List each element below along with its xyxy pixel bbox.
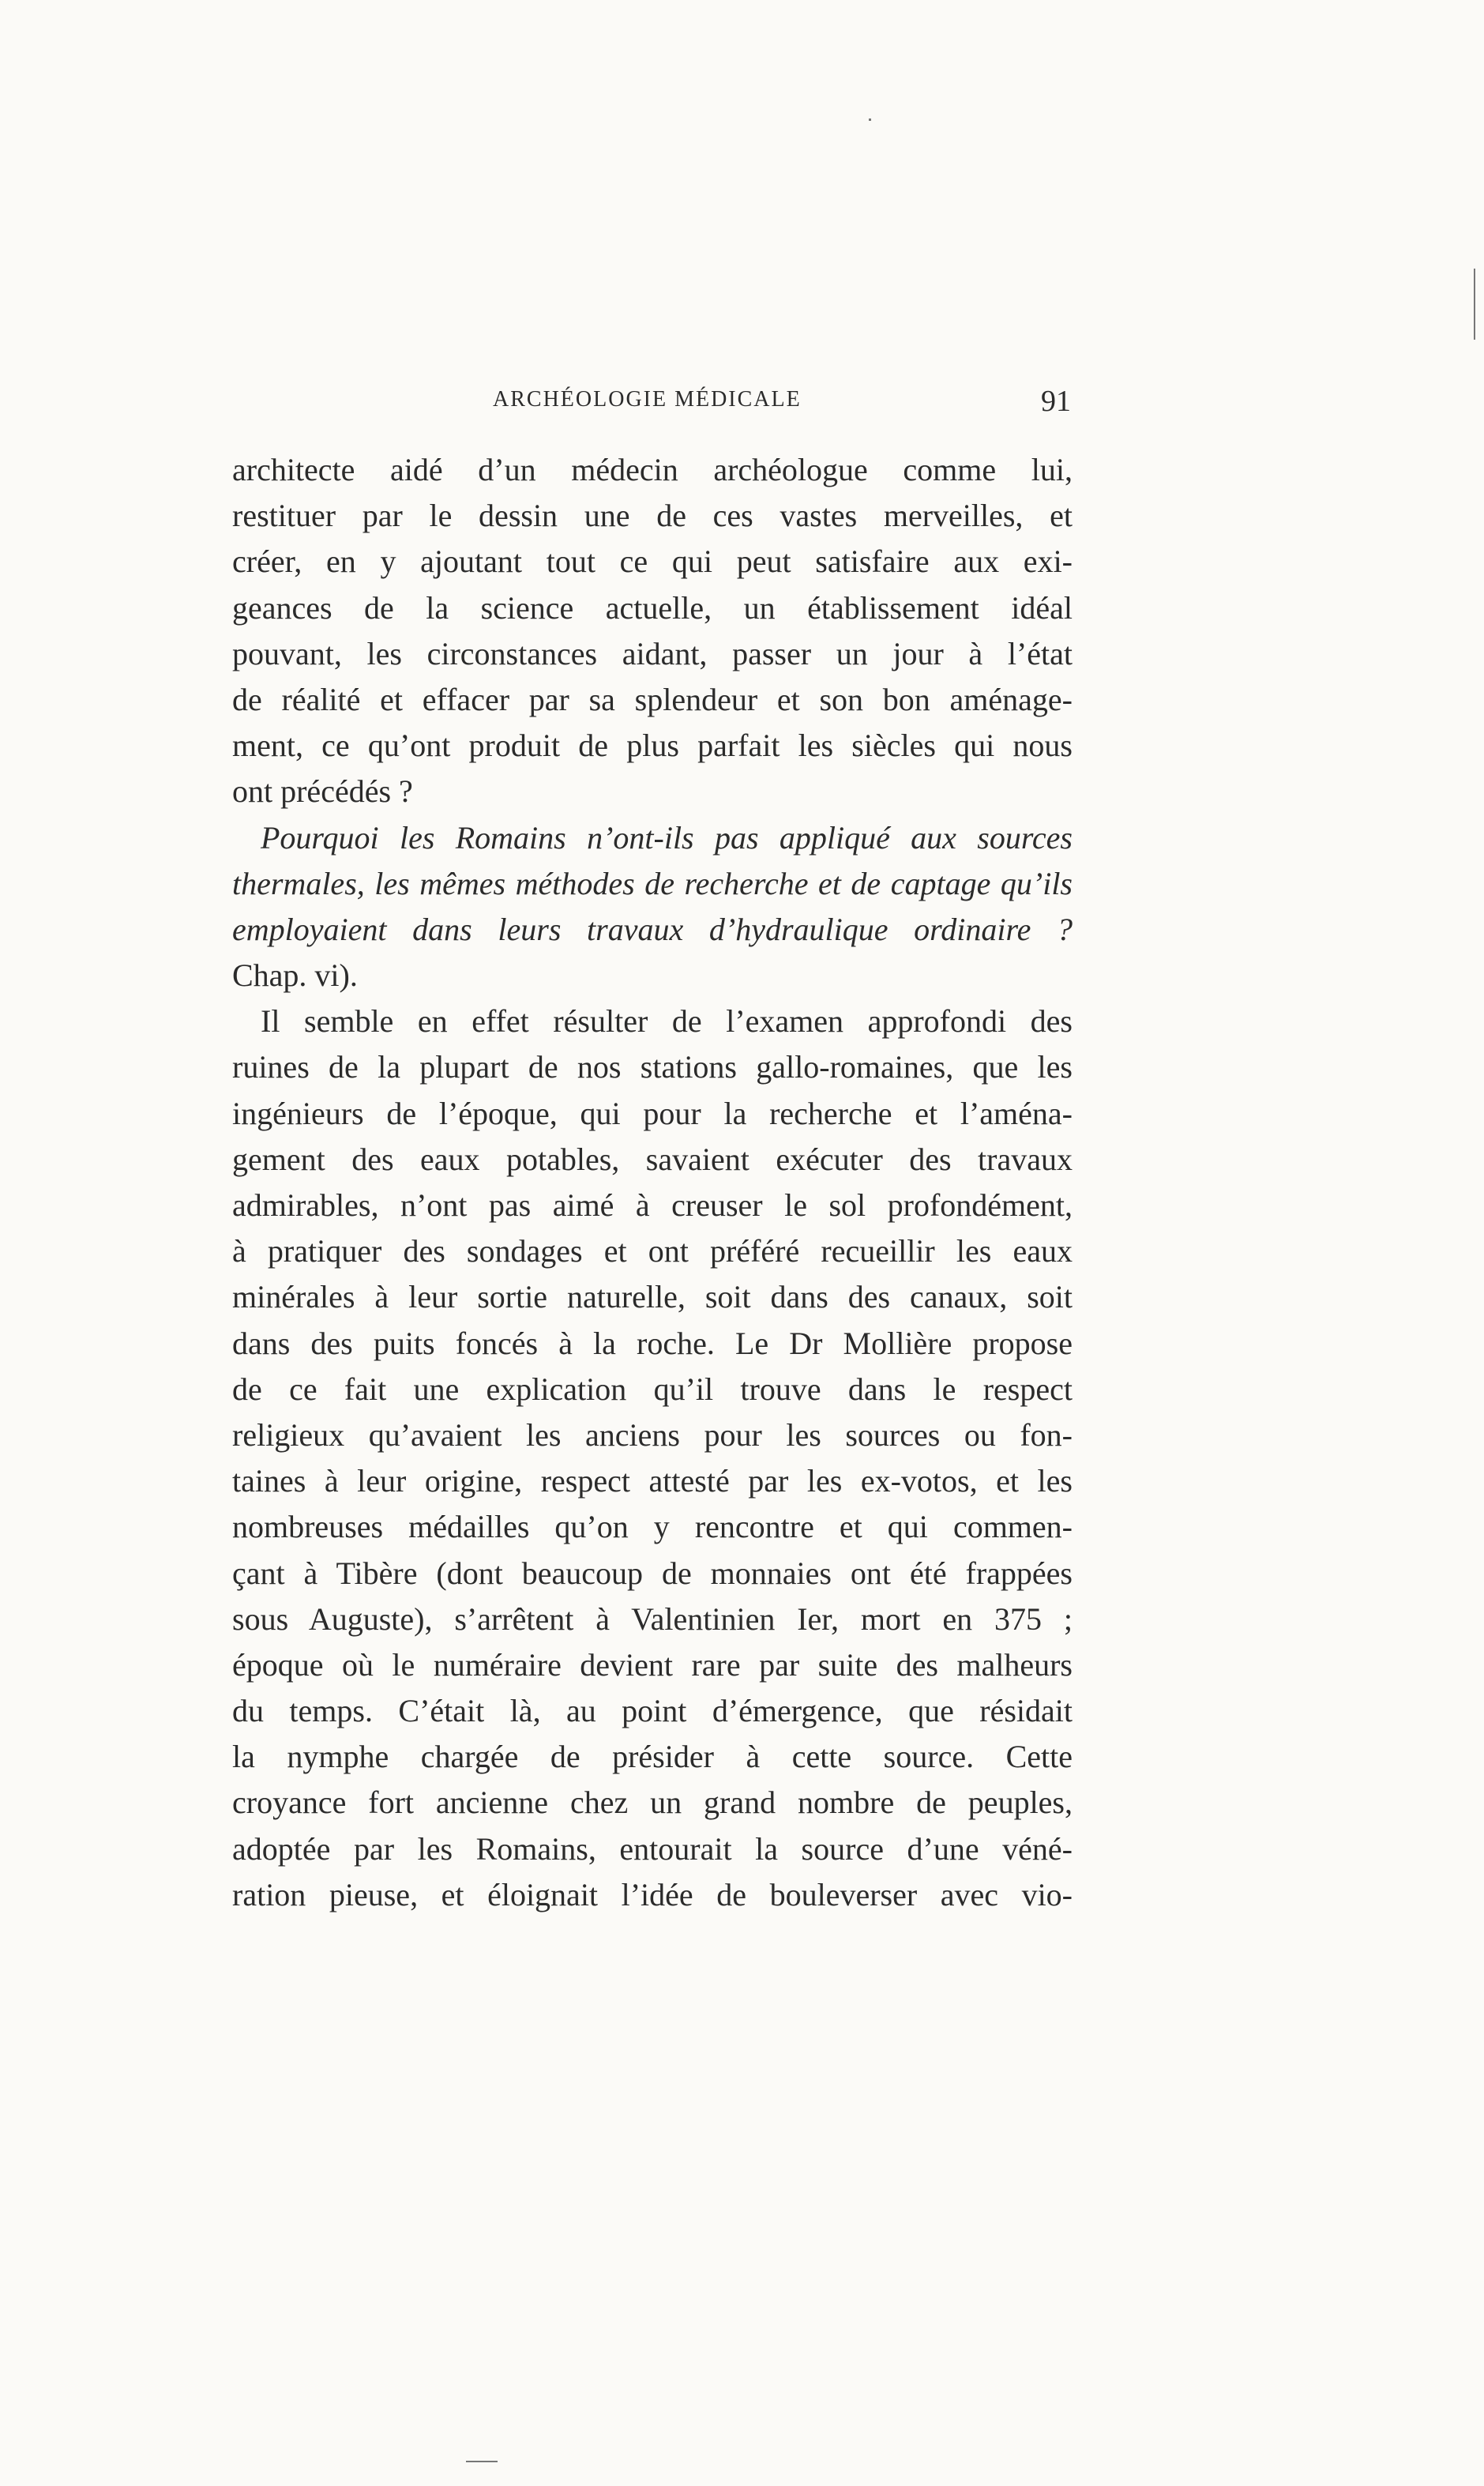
text-line: ont précédés ? [232, 773, 413, 810]
text-line: admirables, n’ont pas aimé à creuser le sol profondément, [232, 1187, 1073, 1223]
running-title: ARCHÉOLOGIE MÉDICALE [493, 387, 802, 412]
text-line: restituer par le dessin une de ces vastes merveilles, et [232, 498, 1073, 534]
body-text [232, 447, 1073, 1918]
text-line: croyance fort ancienne chez un grand nombre de peuples, [232, 1785, 1073, 1821]
text-line: nombreuses médailles qu’on y rencontre et qui commen- [232, 1509, 1073, 1545]
text-line: taines à leur origine, respect attesté par les ex-votos, et les [232, 1463, 1073, 1499]
running-head [232, 387, 1073, 427]
text-line: de ce fait une explication qu’il trouve dans le respect [232, 1371, 1073, 1407]
text-line: de réalité et effacer par sa splendeur et son bon aménage- [232, 681, 1073, 717]
text-line: époque où le numéraire devient rare par suite des malheurs [232, 1646, 1073, 1683]
chapter-summary-line: Pourquoi les Romains n’ont-ils pas appliqué aux sources [261, 819, 1073, 856]
text-line: ruines de la plupart de nos stations gallo-romaines, que les [232, 1049, 1073, 1085]
book-page [232, 387, 1073, 1918]
chapter-summary-line: employaient dans leurs travaux d’hydraulique ordinaire ? [232, 911, 1073, 947]
page-number: 91 [1041, 385, 1071, 418]
text-line: minérales à leur sortie naturelle, soit dans des canaux, soit [232, 1279, 1073, 1315]
text-line: à pratiquer des sondages et ont préféré recueillir les eaux [232, 1233, 1073, 1269]
text-line: religieux qu’avaient les anciens pour les sources ou fon- [232, 1416, 1073, 1453]
text-line: du temps. C’était là, au point d’émergence, que résidait [232, 1693, 1073, 1729]
text-line: pouvant, les circonstances aidant, passer un jour à l’état [232, 635, 1073, 671]
text-line: ingénieurs de l’époque, qui pour la recherche et l’aména- [232, 1095, 1073, 1131]
scan-speck [466, 2461, 498, 2462]
text-line: ment, ce qu’ont produit de plus parfait les siècles qui nous [232, 728, 1073, 764]
text-line: architecte aidé d’un médecin archéologue comme lui, [232, 452, 1073, 487]
text-line: créer, en y ajoutant tout ce qui peut satisfaire aux exi- [232, 543, 1073, 580]
text-line: gement des eaux potables, savaient exécuter des travaux [232, 1141, 1073, 1177]
text-line: çant à Tibère (dont beaucoup de monnaies ont été frappées [232, 1555, 1073, 1591]
text-line: sous Auguste), s’arrêtent à Valentinien Ier, mort en 375 ; [232, 1600, 1073, 1637]
text-line: dans des puits foncés à la roche. Le Dr Mollière propose [232, 1325, 1073, 1361]
chapter-summary-line: thermales, les mêmes méthodes de recherche et de captage qu’ils [232, 865, 1073, 901]
text-line: la nymphe chargée de présider à cette source. Cette [232, 1739, 1073, 1775]
text-line: adoptée par les Romains, entourait la source d’une véné- [232, 1830, 1073, 1867]
scan-speck [1474, 269, 1475, 340]
chapter-reference: Chap. vi). [232, 957, 358, 994]
scan-speck [869, 118, 871, 121]
text-line: Il semble en effet résulter de l’examen approfondi des [261, 1003, 1073, 1040]
text-line: geances de la science actuelle, un établissement idéal [232, 589, 1073, 626]
text-line: ration pieuse, et éloignait l’idée de bouleverser avec vio- [232, 1876, 1073, 1912]
